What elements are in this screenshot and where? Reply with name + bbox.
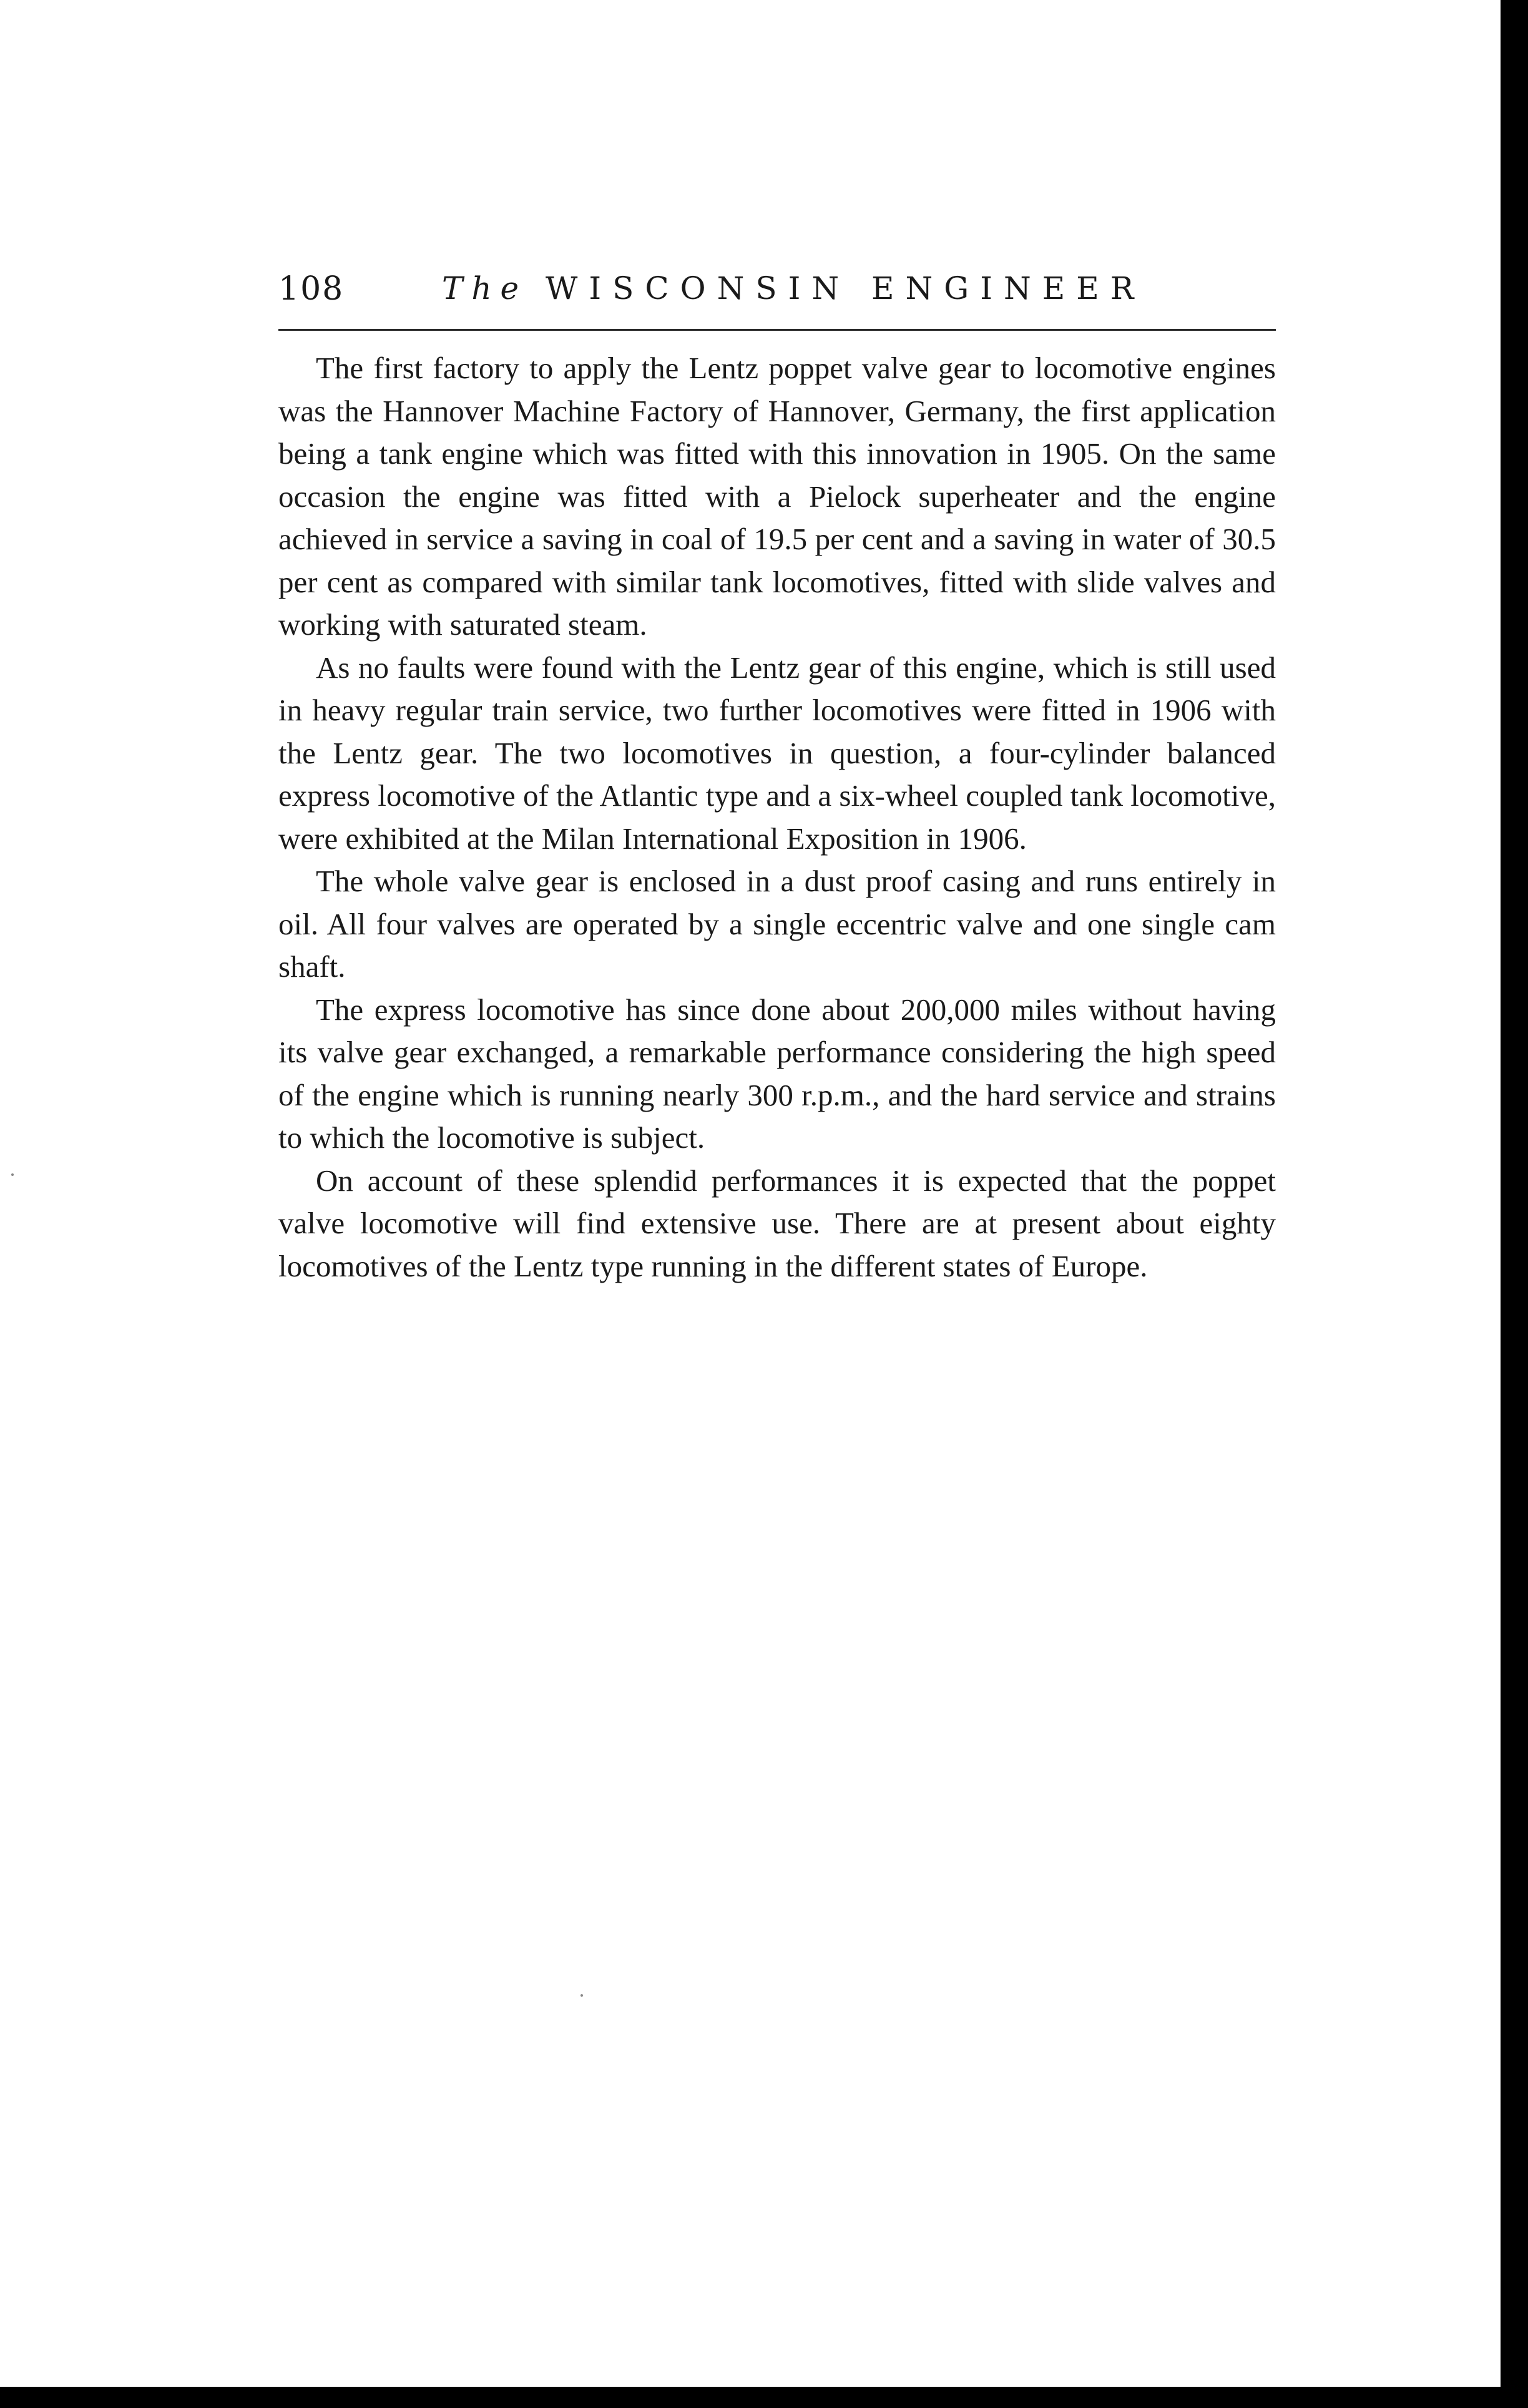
paragraph-2: As no faults were found with the Lentz gear of this engine, which is still used in heavy regular train service, two further locomotives were fitted in 1906 with the Lentz gear. The two locomotives in question, a four-cylinder balanced express locomotive of the Atlantic type and a six-wheel coupled tank locomotive, were exhibited at the Milan International Exposition in 1906. [278, 650, 1276, 856]
scan-border-right [1501, 0, 1528, 2408]
paragraph-3: The whole valve gear is enclosed in a dust proof casing and runs entirely in oil. All four valves are operated by a single eccentric valve and one single cam shaft. [278, 864, 1276, 984]
paragraph-4: The express locomotive has since done about 200,000 miles without having its valve gear exchanged, a remarkable performance considering the high speed of the engine which is running nearly 300 r.p.m., and the hard service and strains to which the locomotive is subject. [278, 992, 1276, 1155]
scan-speck [11, 1173, 14, 1176]
journal-title: WISCONSIN ENGINEER [546, 270, 1145, 306]
article-body [278, 347, 1276, 1288]
journal-title-article: The [442, 270, 528, 306]
scan-speck [580, 1994, 583, 1997]
header-rule [278, 329, 1276, 331]
page-number: 108 [278, 270, 345, 308]
running-head [278, 265, 1277, 309]
paragraph-5: On account of these splendid performances it is expected that the poppet valve locomotive will find extensive use. There are at present about eighty locomotives of the Lentz type running in the different states of Europe. [278, 1163, 1276, 1283]
scan-border-bottom [0, 2387, 1528, 2408]
paragraph-1: The first factory to apply the Lentz poppet valve gear to locomotive engines was the Hannover Machine Factory of Hannover, Germany, the first application being a tank engine which was fitted with this innovation in 1905. On the same occasion the engine was fitted with a Pielock superheater and the engine achieved in service a saving in coal of 19.5 per cent and a saving in water of 30.5 per cent as compared with similar tank locomotives, fitted with slide valves and working with saturated steam. [278, 351, 1276, 642]
